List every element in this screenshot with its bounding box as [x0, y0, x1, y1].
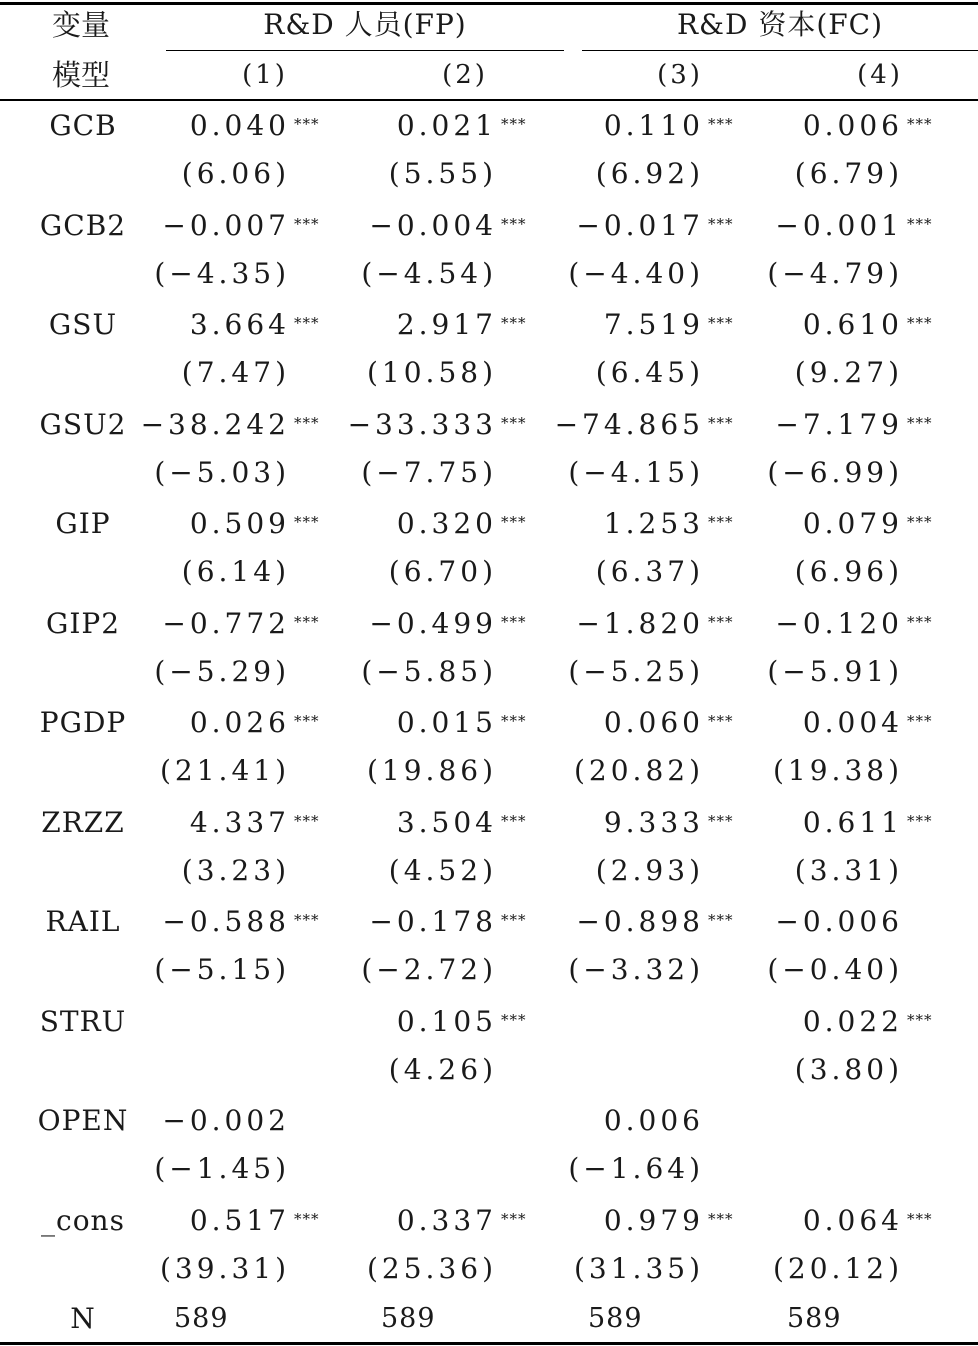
coefficient-cell	[257, 905, 527, 939]
coefficient-value: −33.333	[347, 407, 497, 441]
significance-stars: ***	[907, 1209, 933, 1228]
coefficient-value: −0.002	[162, 1104, 290, 1137]
observation-count: 589	[787, 1303, 842, 1334]
significance-stars: ***	[907, 314, 933, 332]
table-top-rule	[0, 2, 978, 5]
coefficient-value: −0.001	[775, 208, 903, 242]
coefficient-cell	[663, 805, 933, 840]
coefficient-value: 3.664	[189, 308, 290, 341]
coefficient-cell	[50, 1203, 320, 1238]
t-statistic: (−5.15)	[154, 953, 290, 986]
coefficient-value: −0.588	[162, 905, 290, 938]
group-header-fc: R&D 资本(FC)	[676, 8, 884, 41]
t-statistic: (−2.72)	[361, 953, 497, 986]
t-statistic: (31.35)	[573, 1251, 704, 1285]
t-statistic: (6.37)	[595, 555, 704, 588]
coefficient-cell	[257, 706, 527, 740]
variable-name: OPEN	[37, 1104, 129, 1137]
coefficient-cell	[257, 109, 527, 143]
coefficient-value: 7.519	[603, 308, 704, 341]
significance-stars: ***	[907, 811, 933, 830]
t-statistic: (3.31)	[794, 853, 903, 887]
t-statistic: (−5.29)	[154, 654, 290, 688]
t-statistic: (4.52)	[388, 853, 497, 887]
significance-stars: ***	[294, 314, 320, 332]
observation-count: 589	[588, 1303, 643, 1334]
coefficient-cell	[663, 1203, 933, 1238]
significance-stars: ***	[708, 513, 734, 531]
coefficient-value: 0.610	[802, 308, 903, 341]
coefficient-value: −0.006	[775, 905, 903, 938]
coefficient-value: 0.060	[603, 706, 704, 739]
coefficient-value: 0.105	[396, 1004, 497, 1038]
model-header: 模型	[52, 58, 111, 92]
coefficient-cell	[663, 208, 933, 243]
model-number-3: (3)	[657, 60, 703, 90]
coefficient-cell	[257, 606, 527, 641]
significance-stars: ***	[708, 811, 734, 830]
coefficient-cell	[257, 308, 527, 342]
coefficient-value: 0.004	[802, 706, 903, 739]
significance-stars: ***	[501, 1010, 527, 1029]
coefficient-value: −38.242	[140, 407, 290, 441]
t-statistic: (−5.91)	[767, 654, 903, 688]
t-statistic: (2.93)	[595, 853, 704, 887]
t-statistic: (−1.64)	[568, 1152, 704, 1185]
significance-stars: ***	[708, 413, 734, 432]
coefficient-value: 0.979	[603, 1203, 704, 1237]
coefficient-cell	[257, 1004, 527, 1039]
model-number-2: (2)	[442, 60, 488, 90]
significance-stars: ***	[708, 314, 734, 332]
coefficient-cell	[50, 407, 320, 442]
significance-stars: ***	[907, 115, 933, 133]
significance-stars: ***	[907, 214, 933, 233]
t-statistic: (3.23)	[181, 853, 290, 887]
significance-stars: ***	[294, 612, 320, 631]
coefficient-cell	[464, 1104, 704, 1138]
t-statistic: (−0.40)	[767, 953, 903, 986]
observation-count: 589	[381, 1303, 436, 1334]
coefficient-cell	[50, 1104, 290, 1138]
significance-stars: ***	[501, 314, 527, 332]
significance-stars: ***	[501, 1209, 527, 1228]
variable-name: PGDP	[39, 706, 127, 739]
coefficient-value: 1.253	[603, 507, 704, 540]
t-statistic: (19.38)	[772, 754, 903, 787]
significance-stars: ***	[501, 513, 527, 531]
t-statistic: (39.31)	[159, 1251, 290, 1285]
coefficient-value: 0.517	[189, 1203, 290, 1237]
coefficient-cell	[257, 507, 527, 541]
coefficient-value: −7.179	[775, 407, 903, 441]
coefficient-value: 0.611	[802, 805, 903, 839]
coefficient-cell	[663, 308, 933, 342]
coefficient-value: 3.504	[396, 805, 497, 839]
coefficient-cell	[663, 1004, 933, 1039]
coefficient-cell	[663, 407, 933, 442]
significance-stars: ***	[907, 413, 933, 432]
t-statistic: (−5.25)	[568, 654, 704, 688]
variable-name: GCB2	[39, 208, 127, 242]
coefficient-value: 0.337	[396, 1203, 497, 1237]
observation-count: 589	[174, 1303, 229, 1334]
coefficient-value: 0.026	[189, 706, 290, 739]
coefficient-cell	[257, 208, 527, 243]
t-statistic: (6.92)	[595, 157, 704, 190]
significance-stars: ***	[708, 911, 734, 929]
group-header-fp: R&D 人员(FP)	[263, 8, 467, 41]
coefficient-value: 0.040	[189, 109, 290, 142]
t-statistic: (−4.79)	[767, 256, 903, 290]
t-statistic: (6.06)	[181, 157, 290, 190]
model-number-4: (4)	[857, 60, 903, 90]
coefficient-cell	[663, 706, 933, 740]
t-statistic: (−1.45)	[154, 1152, 290, 1185]
significance-stars: ***	[294, 712, 320, 730]
significance-stars: ***	[907, 1010, 933, 1029]
t-statistic: (6.70)	[388, 555, 497, 588]
variable-name: GSU	[48, 308, 118, 341]
coefficient-cell	[257, 805, 527, 840]
variable-name: _cons	[41, 1203, 125, 1237]
variable-name: GSU2	[39, 407, 127, 441]
significance-stars: ***	[294, 413, 320, 432]
significance-stars: ***	[294, 513, 320, 531]
coefficient-value: −1.820	[576, 606, 704, 640]
significance-stars: ***	[708, 115, 734, 133]
t-statistic: (−6.99)	[767, 455, 903, 489]
coefficient-value: 0.110	[603, 109, 704, 142]
coefficient-value: −0.178	[369, 905, 497, 938]
group-underline-fp	[166, 50, 564, 51]
coefficient-value: −0.007	[162, 208, 290, 242]
coefficient-value: −74.865	[554, 407, 704, 441]
significance-stars: ***	[294, 115, 320, 133]
coefficient-cell	[663, 606, 933, 641]
coefficient-cell	[50, 905, 320, 939]
significance-stars: ***	[501, 712, 527, 730]
significance-stars: ***	[907, 612, 933, 631]
t-statistic: (9.27)	[794, 356, 903, 389]
significance-stars: ***	[294, 811, 320, 830]
coefficient-cell	[663, 109, 933, 143]
t-statistic: (6.96)	[794, 555, 903, 588]
coefficient-cell	[50, 109, 320, 143]
t-statistic: (−4.40)	[568, 256, 704, 290]
significance-stars: ***	[708, 214, 734, 233]
coefficient-value: 2.917	[396, 308, 497, 341]
coefficient-cell	[257, 1203, 527, 1238]
significance-stars: ***	[907, 513, 933, 531]
group-underline-fc	[582, 50, 978, 51]
coefficient-value: −0.499	[369, 606, 497, 640]
t-statistic: (21.41)	[159, 754, 290, 787]
variable-name-n: N	[70, 1302, 96, 1335]
t-statistic: (−3.32)	[568, 953, 704, 986]
coefficient-cell	[50, 606, 320, 641]
coefficient-value: 4.337	[189, 805, 290, 839]
significance-stars: ***	[907, 712, 933, 730]
t-statistic: (−4.54)	[361, 256, 497, 290]
t-statistic: (20.82)	[573, 754, 704, 787]
header-bottom-rule	[0, 99, 978, 101]
t-statistic: (5.55)	[388, 157, 497, 190]
t-statistic: (7.47)	[181, 356, 290, 389]
significance-stars: ***	[501, 612, 527, 631]
t-statistic: (−5.85)	[361, 654, 497, 688]
coefficient-value: −0.772	[162, 606, 290, 640]
significance-stars: ***	[501, 811, 527, 830]
significance-stars: ***	[294, 214, 320, 233]
significance-stars: ***	[294, 1209, 320, 1228]
t-statistic: (−5.03)	[154, 455, 290, 489]
coefficient-value: −0.017	[576, 208, 704, 242]
model-number-1: (1)	[242, 60, 288, 90]
t-statistic: (3.80)	[794, 1052, 903, 1086]
t-statistic: (20.12)	[772, 1251, 903, 1285]
coefficient-value: 0.021	[396, 109, 497, 142]
coefficient-cell	[663, 905, 903, 939]
t-statistic: (6.45)	[595, 356, 704, 389]
coefficient-value: 9.333	[603, 805, 704, 839]
variable-name: GIP	[55, 507, 111, 540]
significance-stars: ***	[501, 413, 527, 432]
significance-stars: ***	[294, 911, 320, 929]
coefficient-value: 0.079	[802, 507, 903, 540]
coefficient-cell	[257, 407, 527, 442]
significance-stars: ***	[501, 214, 527, 233]
coefficient-value: 0.509	[189, 507, 290, 540]
coefficient-cell	[50, 805, 320, 840]
coefficient-value: −0.898	[576, 905, 704, 938]
coefficient-value: −0.004	[369, 208, 497, 242]
variable-name: STRU	[39, 1004, 127, 1038]
coefficient-cell	[50, 507, 320, 541]
coefficient-value: 0.022	[802, 1004, 903, 1038]
coefficient-value: 0.006	[603, 1104, 704, 1137]
coefficient-value: 0.015	[396, 706, 497, 739]
t-statistic: (6.79)	[794, 157, 903, 190]
coefficient-cell	[50, 706, 320, 740]
variable-name: ZRZZ	[41, 805, 125, 839]
t-statistic: (−4.15)	[568, 455, 704, 489]
t-statistic: (10.58)	[366, 356, 497, 389]
coefficient-cell	[663, 507, 933, 541]
significance-stars: ***	[501, 911, 527, 929]
coefficient-value: 0.006	[802, 109, 903, 142]
significance-stars: ***	[708, 612, 734, 631]
variable-name: GCB	[49, 109, 117, 142]
significance-stars: ***	[708, 1209, 734, 1228]
significance-stars: ***	[708, 712, 734, 730]
coefficient-value: 0.320	[396, 507, 497, 540]
significance-stars: ***	[501, 115, 527, 133]
t-statistic: (−7.75)	[361, 455, 497, 489]
t-statistic: (6.14)	[181, 555, 290, 588]
t-statistic: (25.36)	[366, 1251, 497, 1285]
coefficient-cell	[50, 208, 320, 243]
coefficient-value: 0.064	[802, 1203, 903, 1237]
t-statistic: (4.26)	[388, 1052, 497, 1086]
variable-name: RAIL	[45, 905, 121, 938]
variable-name: GIP2	[45, 606, 121, 640]
variable-header: 变量	[52, 8, 111, 42]
t-statistic: (19.86)	[366, 754, 497, 787]
t-statistic: (−4.35)	[154, 256, 290, 290]
table-bottom-rule	[0, 1342, 978, 1345]
coefficient-cell	[50, 308, 320, 342]
coefficient-value: −0.120	[775, 606, 903, 640]
